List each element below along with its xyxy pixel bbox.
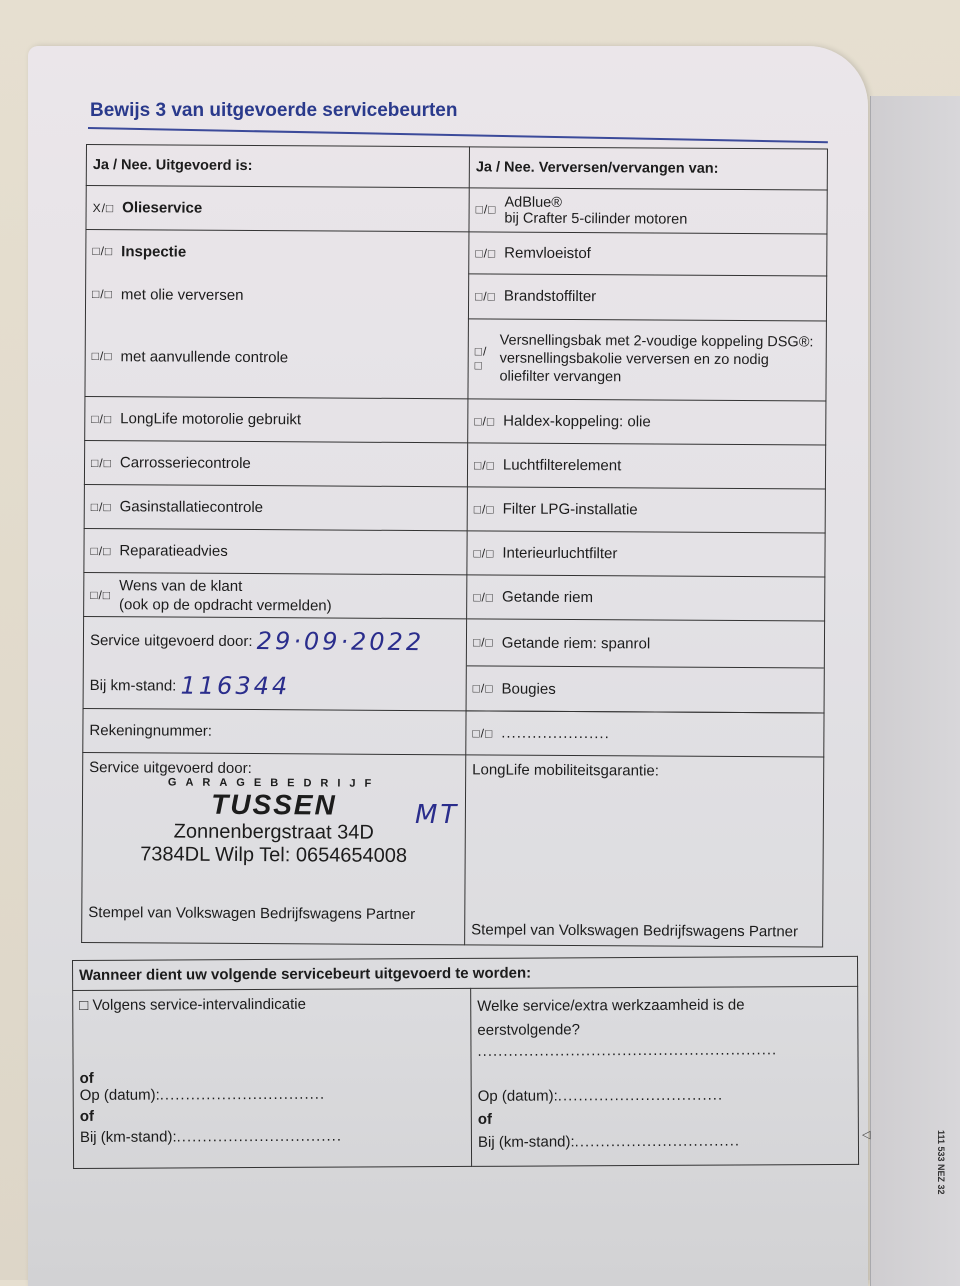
next-right-cell: Welke service/extra werkzaamheid is de eerstvolgende? .......................................................... Op (datum):................................ of Bij (km-stand):................................: [471, 986, 859, 1166]
next-question: Welke service/extra werkzaamheid is de eerstvolgende?: [477, 996, 745, 1039]
checkbox-pair[interactable]: □/□: [90, 544, 112, 559]
km-field[interactable]: ................................: [574, 1132, 741, 1151]
next-page-edge: [870, 96, 960, 1286]
performed-by-label: Service uitgevoerd door:: [89, 759, 252, 778]
interval-checkbox[interactable]: □ Volgens service-intervalindicatie: [79, 995, 306, 1014]
checkbox-pair[interactable]: □/□: [475, 289, 496, 304]
right-item-group: □/□ Getande riem: spanrol □/□ Bougies: [466, 619, 825, 713]
right-item: □/□ Filter LPG-installatie: [467, 487, 825, 533]
inspection-cell: □/□ Inspectie □/□ met olie verversen □/□ met aanvullende controle: [85, 230, 469, 399]
longlife-cell: [465, 755, 824, 947]
date-field[interactable]: ................................: [557, 1086, 724, 1105]
right-item: □/□ Interieurluchtfilter: [467, 531, 825, 577]
next-service-table: [72, 956, 859, 1169]
km-field[interactable]: ................................: [176, 1127, 343, 1146]
km-label: Bij km-stand:: [89, 676, 177, 695]
date-field[interactable]: ................................: [159, 1085, 326, 1104]
checkbox-pair[interactable]: □/□: [472, 681, 494, 696]
checkbox-pair[interactable]: □/□: [473, 502, 495, 517]
page-title: Bewijs 3 van uitgevoerde servicebeurten: [90, 100, 458, 121]
service-date-label: Service uitgevoerd door:: [89, 631, 253, 650]
next-left-cell: □ Volgens service-intervalindicatie of Op (datum):................................ of Bij (km-stand):................................: [73, 988, 472, 1168]
checkbox-pair[interactable]: □/□: [475, 202, 497, 217]
checkbox-pair[interactable]: □/□: [91, 349, 113, 364]
right-item: □/□ Luchtfilterelement: [467, 443, 825, 489]
left-item: □/□ LongLife motorolie gebruikt: [85, 396, 468, 442]
checkbox-pair[interactable]: □/□: [474, 344, 488, 373]
right-item: □/□ .....................: [466, 711, 824, 757]
checkbox-pair[interactable]: □/□: [92, 244, 114, 259]
checkbox-pair[interactable]: □/□: [473, 546, 495, 561]
left-item: □/□ Reparatieadvies: [84, 528, 467, 574]
checkbox-pair[interactable]: □/□: [90, 587, 112, 602]
checkbox-pair[interactable]: □/□: [472, 726, 494, 741]
right-item: □/□ Brandstoffilter: [468, 274, 826, 320]
km-value[interactable]: 116344: [180, 671, 291, 701]
stamp-caption: Stempel van Volkswagen Bedrijfswagens Partner: [88, 904, 416, 924]
left-item: □/□ Wens van de klant (ook op de opdracht vermelden): [84, 572, 467, 618]
right-item: □/□ Versnellingsbak met 2-voudige koppeling DSG®: versnellingsbakolie verversen en zo nodig oliefilter vervangen: [468, 318, 826, 401]
checkbox-pair[interactable]: □/□: [92, 287, 113, 302]
checkbox-pair[interactable]: X/□: [92, 201, 115, 216]
account-number-field[interactable]: Rekeningnummer:: [83, 708, 466, 754]
checkbox-pair[interactable]: □/□: [473, 590, 495, 605]
handwritten-initials: MT: [415, 800, 460, 830]
checkbox-pair[interactable]: □/□: [90, 500, 112, 515]
checkbox-pair[interactable]: □/□: [475, 246, 497, 261]
checkbox-pair[interactable]: □/□: [474, 458, 495, 473]
right-item: □/□ Remvloeistof: [469, 232, 827, 276]
checkbox-pair[interactable]: □/□: [91, 412, 113, 427]
service-date-value[interactable]: 29·09·2022: [256, 627, 425, 657]
document-code: 111 533 NEZ 32: [936, 1130, 946, 1195]
question-field[interactable]: ..........................................................: [477, 1041, 778, 1060]
stamp-caption: Stempel van Volkswagen Bedrijfswagens Partner: [471, 921, 799, 941]
right-header: Ja / Nee. Verversen/vervangen van:: [469, 147, 827, 190]
right-item: □/□ AdBlue® bij Crafter 5-cilinder motoren: [469, 188, 827, 234]
left-item: □/□ Gasinstallatiecontrole: [84, 484, 467, 530]
garage-stamp: GARAGEBEDRIJF TUSSEN Zonnenbergstraat 34D 7384DL Wilp Tel: 0654654008: [140, 776, 408, 867]
longlife-label: LongLife mobiliteitsgarantie:: [472, 761, 660, 780]
left-header: Ja / Nee. Uitgevoerd is:: [86, 145, 469, 188]
left-item: X/□ Olieservice: [86, 186, 469, 232]
triangle-mark-icon: ◁: [862, 1129, 871, 1141]
right-item: □/□ Getande riem: [467, 575, 825, 621]
right-item: □/□ Haldex-koppeling: olie: [468, 399, 826, 445]
service-info-cell: [83, 616, 467, 710]
next-service-header: Wanneer dient uw volgende servicebeurt uitgevoerd te worden:: [73, 956, 858, 990]
checkbox-pair[interactable]: □/□: [474, 414, 496, 429]
checkbox-pair[interactable]: □/□: [91, 456, 112, 471]
performed-by-cell: [82, 752, 466, 944]
left-item: □/□ Carrosseriecontrole: [84, 440, 467, 486]
checkbox-pair[interactable]: □/□: [472, 635, 494, 650]
